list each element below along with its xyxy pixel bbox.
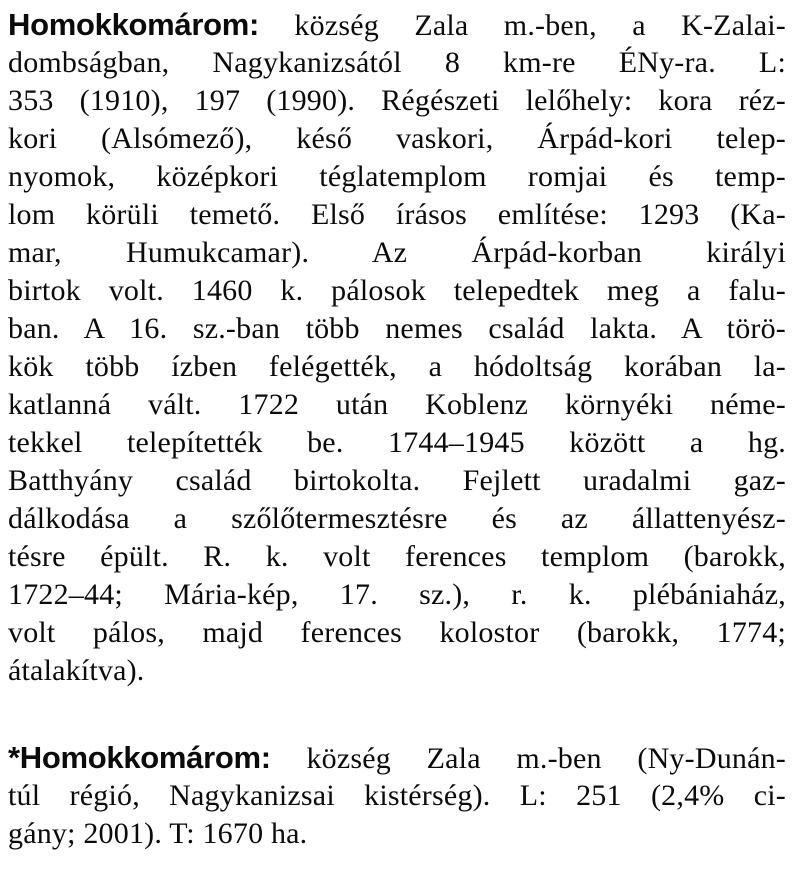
text-line-content: község Zala m.-ben, a K-Zalai- — [259, 9, 786, 42]
text-line: átalakítva). — [8, 654, 145, 687]
text-line: dombságban, Nagykanizsától 8 km-re ÉNy-ra. L: — [8, 46, 786, 79]
text-line: birtok volt. 1460 k. pálosok telepedtek meg a falu- — [8, 274, 786, 307]
text-line: ban. A 16. sz.-ban több nemes család lakta. A törö- — [8, 312, 786, 345]
text-line: tésre épült. R. k. volt ferences templom (barokk, — [8, 540, 786, 573]
text-line: kök több ízben felégették, a hódoltság korában la- — [8, 350, 786, 383]
text-line: gány; 2001). T: 1670 ha. — [8, 817, 308, 850]
text-line-content: község Zala m.-ben (Ny-Dunán- — [270, 742, 786, 775]
entry-headword: Homokkomárom: — [8, 7, 260, 42]
lexicon-entry-2 — [8, 739, 786, 853]
text-line: dálkodása a szőlőtermesztésre és az állattenyész- — [8, 502, 786, 535]
text-line: Batthyány család birtokolta. Fejlett uradalmi gaz- — [8, 464, 786, 497]
lexicon-entry-1 — [8, 6, 786, 690]
text-line — [8, 6, 786, 44]
text-line: mar, Humukcamar). Az Árpád-korban királyi — [8, 236, 786, 269]
text-line: lom körüli temető. Első írásos említése: 1293 (Ka- — [8, 198, 786, 231]
text-line: kori (Alsómező), késő vaskori, Árpád-kori telep- — [8, 122, 786, 155]
text-line: túl régió, Nagykanizsai kistérség). L: 251 (2,4% ci- — [8, 779, 786, 812]
text-line: 353 (1910), 197 (1990). Régészeti lelőhely: kora réz- — [8, 84, 786, 117]
text-line — [8, 739, 786, 777]
text-line: nyomok, középkori téglatemplom romjai és temp- — [8, 160, 786, 193]
text-line: tekkel telepítették be. 1744–1945 között a hg. — [8, 426, 786, 459]
text-line: volt pálos, majd ferences kolostor (barokk, 1774; — [8, 616, 786, 649]
entry-headword: *Homokkomárom: — [8, 740, 271, 775]
text-line: katlanná vált. 1722 után Koblenz környéki néme- — [8, 388, 786, 421]
text-line: 1722–44; Mária-kép, 17. sz.), r. k. plébániaház, — [8, 578, 786, 611]
